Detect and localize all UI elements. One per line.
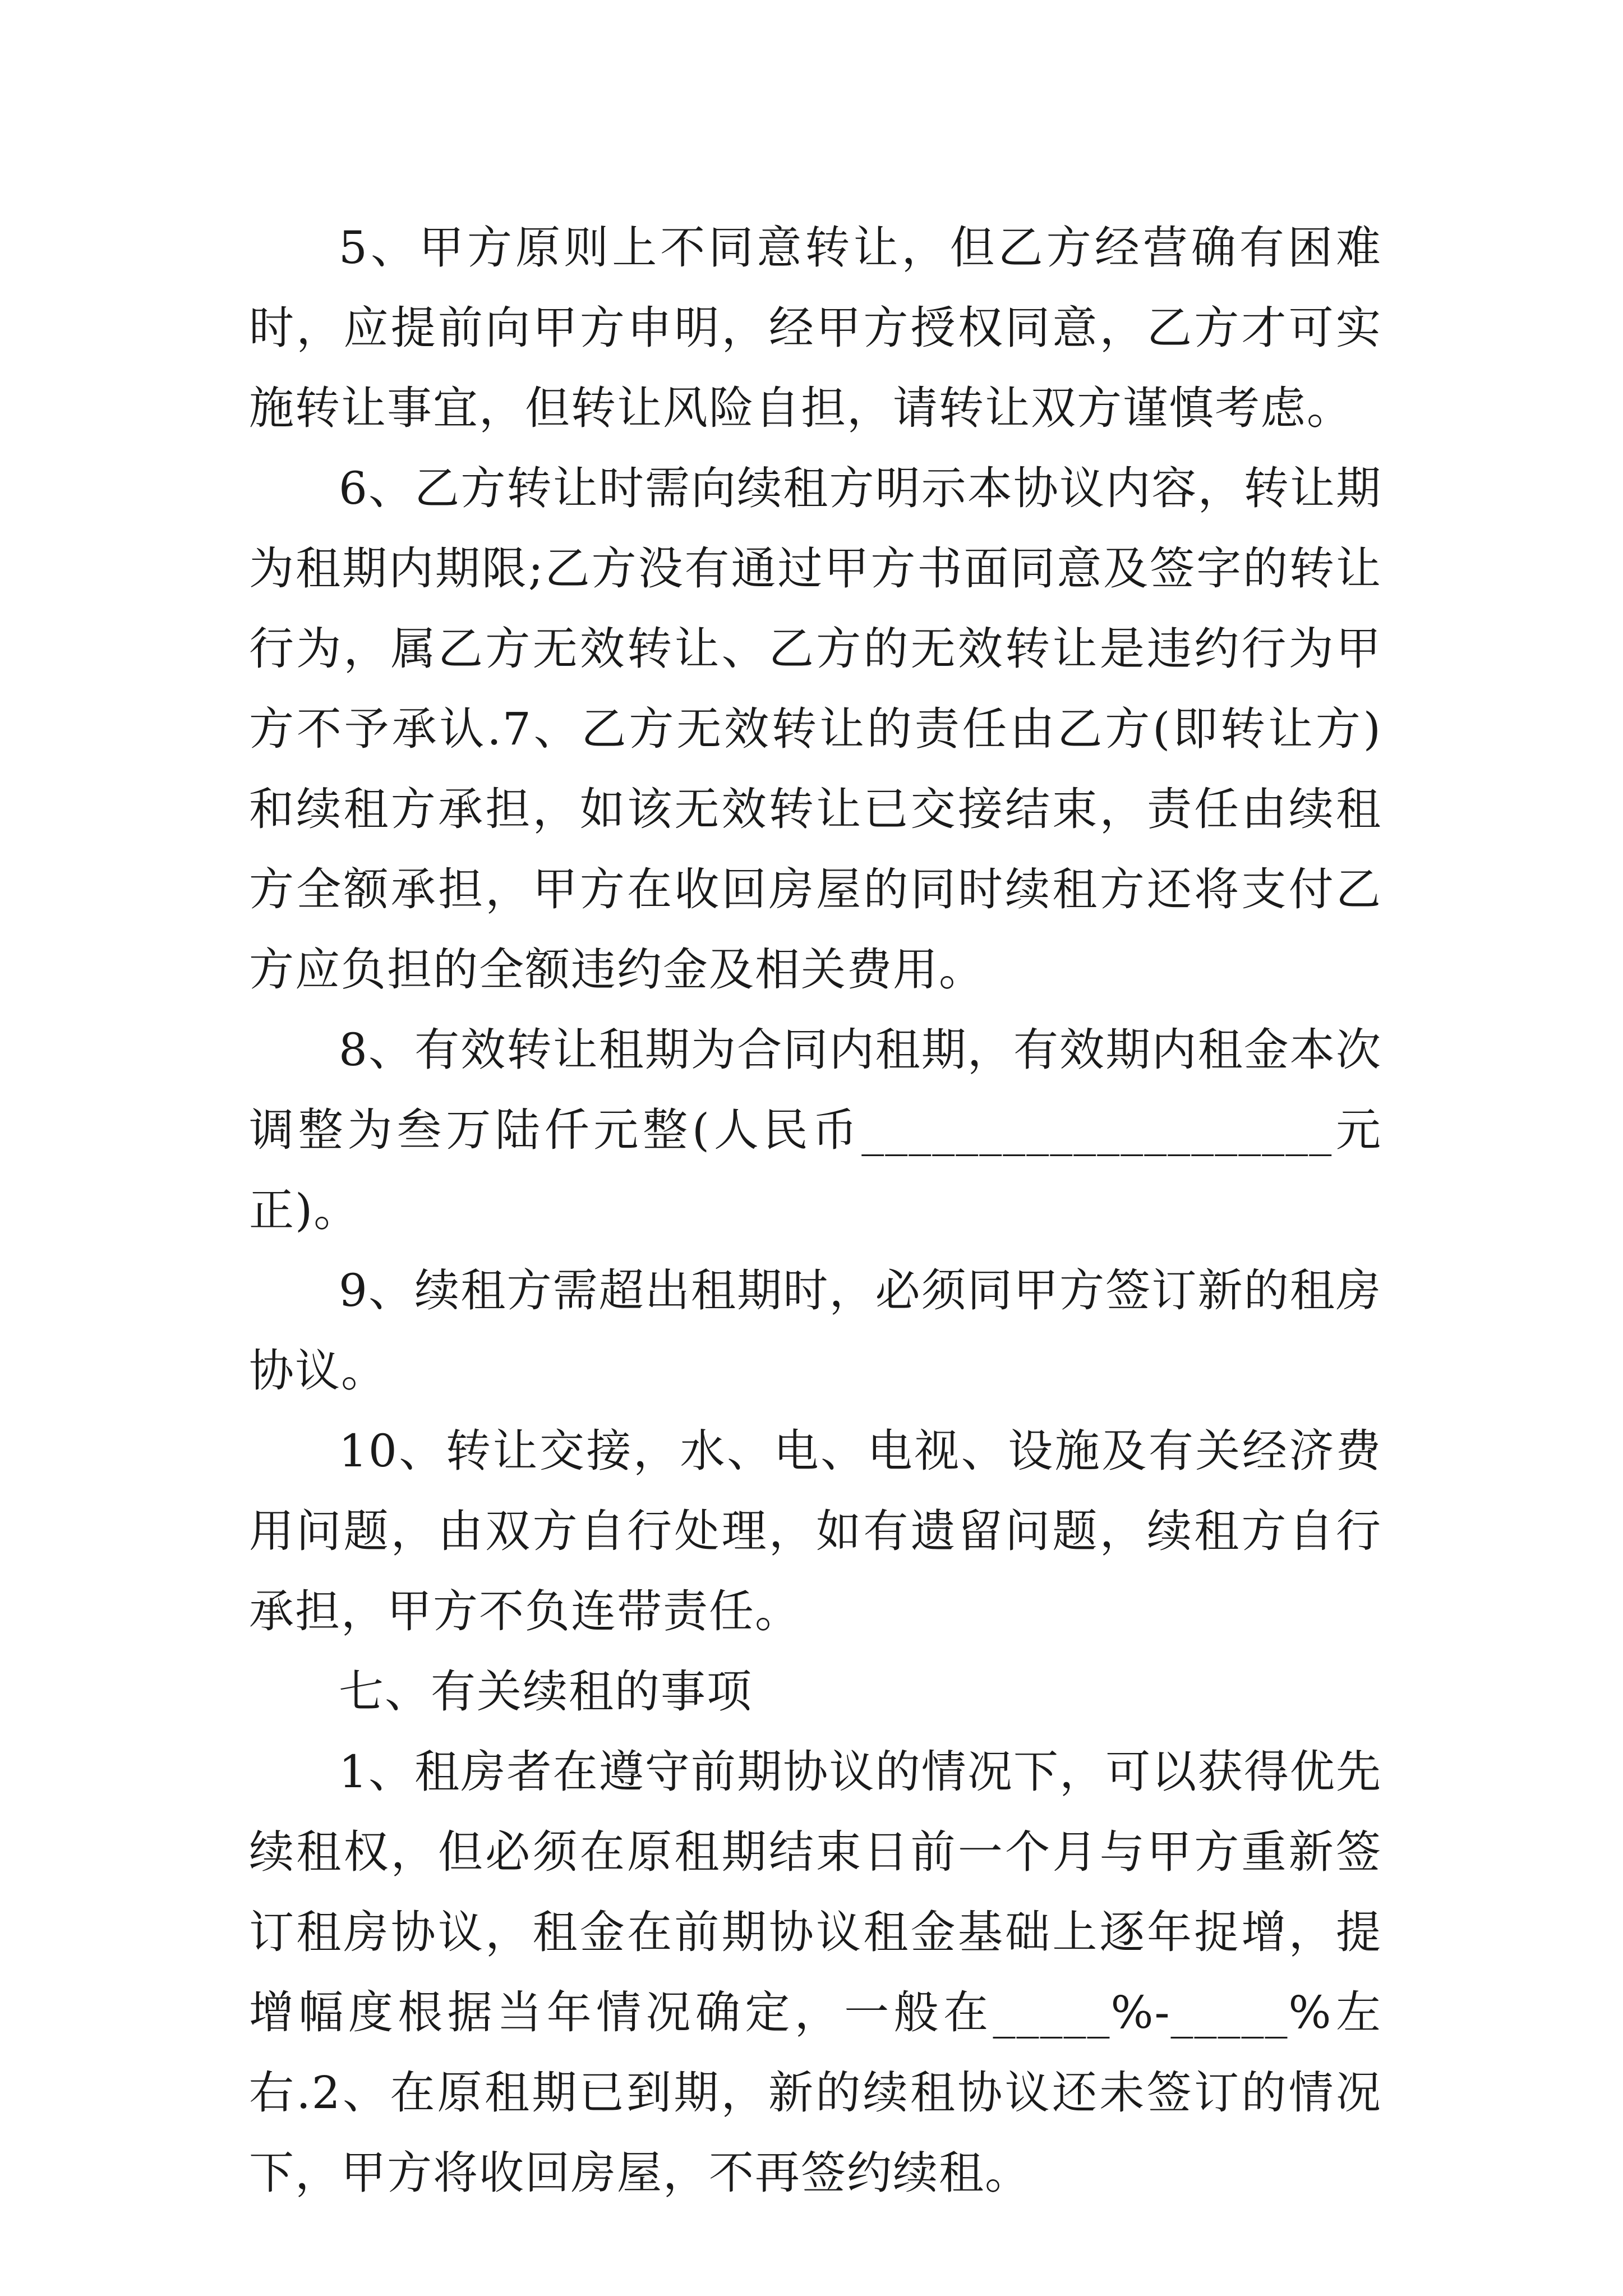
paragraph-lease-extension: 9、续租方需超出租期时，必须同甲方签订新的租房协议。 — [249, 1264, 1382, 1397]
document-body — [249, 208, 1382, 2213]
paragraph-transfer-consent: 5、甲方原则上不同意转让，但乙方经营确有困难时，应提前向甲方申明，经甲方授权同意，乙方才可实施转让事宜，但转让风险自担，请转让双方谨慎考虑。 — [249, 222, 1382, 434]
section-heading-renewal: 七、有关续租的事项 — [339, 1665, 753, 1718]
paragraph-handover: 10、转让交接，水、电、电视、设施及有关经济费用问题，由双方自行处理，如有遗留问题，续租方自行承担，甲方不负连带责任。 — [249, 1425, 1382, 1637]
paragraph-renewal-terms: 1、租房者在遵守前期协议的情况下，可以获得优先续租权，但必须在原租期结束日前一个月与甲方重新签订租房协议，租金在前期协议租金基础上逐年捉增，提增幅度根据当年情况确定，一般在_____%-_____%左右.2、在原租期已到期，新的续租协议还未签订的情况下，甲方将收回房屋，不再签约续租。 — [249, 1746, 1382, 2199]
paragraph-rent-adjustment: 8、有效转让租期为合同内租期，有效期内租金本次调整为叁万陆仟元整(人民币____________________元正)。 — [249, 1024, 1382, 1236]
paragraph-transfer-terms: 6、乙方转让时需向续租方明示本协议内容，转让期为租期内期限;乙方没有通过甲方书面同意及签字的转让行为，属乙方无效转让、乙方的无效转让是违约行为甲方不予承认.7、乙方无效转让的责任由乙方(即转让方)和续租方承担，如该无效转让已交接结束，责任由续租方全额承担，甲方在收回房屋的同时续租方还将支付乙方应负担的全额违约金及相关费用。 — [249, 462, 1382, 996]
